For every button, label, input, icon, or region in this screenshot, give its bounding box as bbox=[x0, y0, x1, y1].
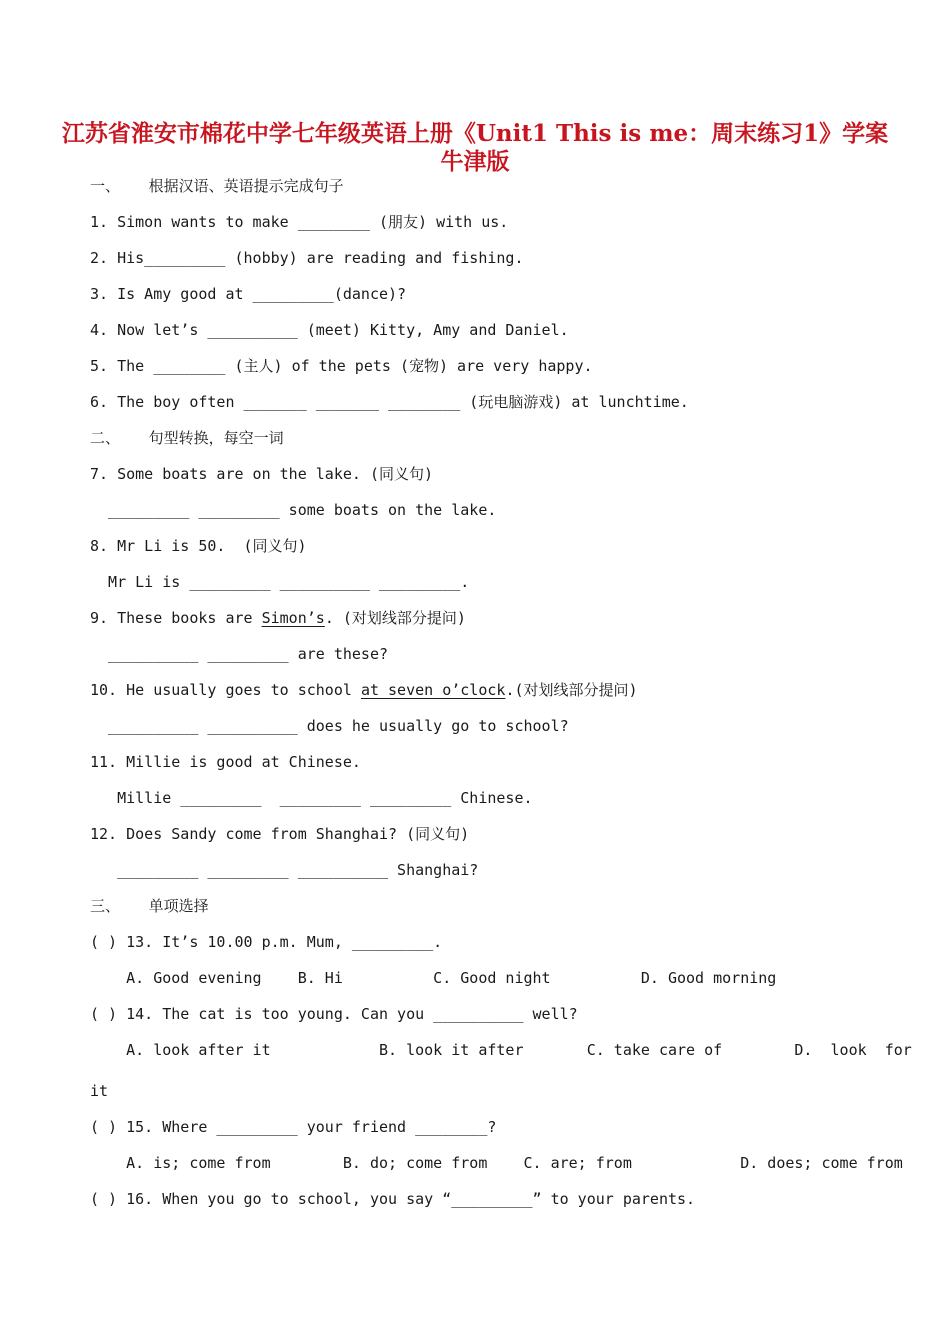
worksheet-line: A. is; come from B. do; come from C. are; from D. does; come from bbox=[90, 1154, 903, 1172]
worksheet-line: 7. Some boats are on the lake. (同义句) bbox=[90, 465, 434, 483]
worksheet-line: ( ) 16. When you go to school, you say “_________” to your parents. bbox=[90, 1190, 696, 1208]
worksheet-line: 8. Mr Li is 50. (同义句) bbox=[90, 537, 307, 555]
worksheet-line: _________ _________ __________ Shanghai? bbox=[90, 861, 479, 879]
worksheet-line: 6. The boy often _______ _______ ________ (玩电脑游戏) at lunchtime. bbox=[90, 393, 689, 411]
worksheet-line: ( ) 14. The cat is too young. Can you __________ well? bbox=[90, 1005, 578, 1023]
section-heading: 三、 单项选择 bbox=[90, 897, 209, 915]
worksheet-line: ( ) 15. Where _________ your friend ________? bbox=[90, 1118, 497, 1136]
worksheet-line: 3. Is Amy good at _________(dance)? bbox=[90, 285, 407, 303]
page-title: 江苏省淮安市棉花中学七年级英语上册《Unit1 This is me：周末练习1》学案 牛津版 bbox=[61, 120, 889, 175]
worksheet-line: 2. His_________ (hobby) are reading and fishing. bbox=[90, 249, 524, 267]
worksheet-line: _________ _________ some boats on the lake. bbox=[90, 501, 497, 519]
worksheet-line: 9. These books are Simon’s. (对划线部分提问) bbox=[90, 609, 466, 627]
worksheet-line: A. Good evening B. Hi C. Good night D. Good morning bbox=[90, 969, 777, 987]
underlined-phrase: Simon’s bbox=[261, 609, 325, 627]
worksheet-line: 5. The ________ (主人) of the pets (宠物) are very happy. bbox=[90, 357, 593, 375]
section-heading: 二、 句型转换，每空一词 bbox=[90, 429, 284, 447]
underlined-phrase: at seven o’clock bbox=[360, 681, 506, 699]
worksheet-line: Mr Li is _________ __________ _________. bbox=[90, 573, 470, 591]
worksheet-line: ( ) 13. It’s 10.00 p.m. Mum, _________. bbox=[90, 933, 443, 951]
worksheet-line: 4. Now let’s __________ (meet) Kitty, Amy and Daniel. bbox=[90, 321, 569, 339]
worksheet-line: __________ _________ are these? bbox=[90, 645, 389, 663]
worksheet-line: 12. Does Sandy come from Shanghai? (同义句) bbox=[90, 825, 470, 843]
worksheet-line: __________ __________ does he usually go to school? bbox=[90, 717, 569, 735]
worksheet-line: 10. He usually goes to school at seven o’clock.(对划线部分提问) bbox=[90, 681, 638, 699]
worksheet-line: Millie _________ _________ _________ Chinese. bbox=[90, 789, 533, 807]
worksheet-line: 1. Simon wants to make ________ (朋友) with us. bbox=[90, 213, 509, 231]
worksheet-line: 11. Millie is good at Chinese. bbox=[90, 753, 361, 771]
worksheet-line: it bbox=[90, 1082, 109, 1100]
worksheet-line: A. look after it B. look it after C. take care of D. look for bbox=[90, 1041, 912, 1059]
section-heading: 一、 根据汉语、英语提示完成句子 bbox=[90, 177, 344, 195]
